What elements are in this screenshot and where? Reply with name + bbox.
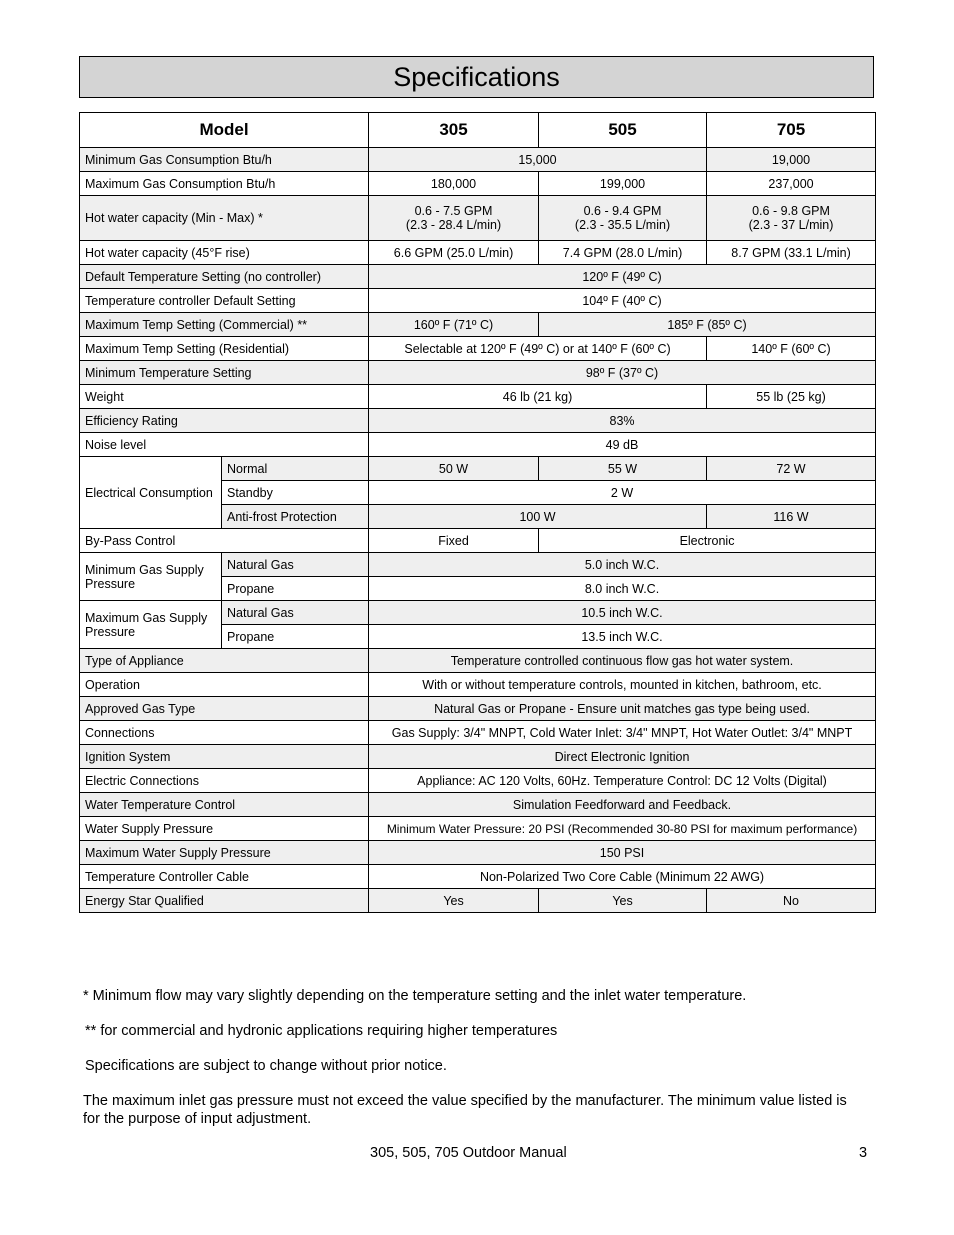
table-row bbox=[80, 865, 876, 889]
table-row bbox=[80, 601, 876, 625]
cell: 237,000 bbox=[707, 172, 876, 196]
row-label: Energy Star Qualified bbox=[80, 889, 369, 913]
cell: 7.4 GPM (28.0 L/min) bbox=[539, 241, 707, 265]
row-label: Noise level bbox=[80, 433, 369, 457]
table-row bbox=[80, 457, 876, 481]
row-label: Maximum Temp Setting (Commercial) ** bbox=[80, 313, 369, 337]
cell: 83% bbox=[369, 409, 876, 433]
table-row bbox=[80, 889, 876, 913]
table-row bbox=[80, 196, 876, 241]
model-305-header: 305 bbox=[369, 113, 539, 148]
table-row bbox=[80, 172, 876, 196]
cell: 46 lb (21 kg) bbox=[369, 385, 707, 409]
cell-line: 0.6 - 9.8 GPM bbox=[752, 204, 830, 218]
cell: No bbox=[707, 889, 876, 913]
table-row bbox=[80, 289, 876, 313]
row-label: Minimum Gas Consumption Btu/h bbox=[80, 148, 369, 172]
model-header: Model bbox=[80, 113, 369, 148]
cell: Non-Polarized Two Core Cable (Minimum 22 AWG) bbox=[369, 865, 876, 889]
row-label: Temperature controller Default Setting bbox=[80, 289, 369, 313]
footnote-commercial: ** for commercial and hydronic applications requiring higher temperatures bbox=[85, 1023, 558, 1039]
cell bbox=[707, 196, 876, 241]
note-specs-change: Specifications are subject to change without prior notice. bbox=[85, 1058, 447, 1074]
row-label: Maximum Gas Consumption Btu/h bbox=[80, 172, 369, 196]
cell: 13.5 inch W.C. bbox=[369, 625, 876, 649]
cell: 180,000 bbox=[369, 172, 539, 196]
row-label: Water Supply Pressure bbox=[80, 817, 369, 841]
cell: Yes bbox=[539, 889, 707, 913]
sub-label: Natural Gas bbox=[222, 553, 369, 577]
sub-label: Natural Gas bbox=[222, 601, 369, 625]
table-header-row bbox=[80, 113, 876, 148]
cell: 98º F (37º C) bbox=[369, 361, 876, 385]
model-505-header: 505 bbox=[539, 113, 707, 148]
cell: 140º F (60º C) bbox=[707, 337, 876, 361]
cell: 49 dB bbox=[369, 433, 876, 457]
cell: 10.5 inch W.C. bbox=[369, 601, 876, 625]
sub-label: Standby bbox=[222, 481, 369, 505]
table-row bbox=[80, 265, 876, 289]
sub-label: Anti-frost Protection bbox=[222, 505, 369, 529]
row-label: Weight bbox=[80, 385, 369, 409]
cell: 199,000 bbox=[539, 172, 707, 196]
table-row bbox=[80, 793, 876, 817]
cell: 50 W bbox=[369, 457, 539, 481]
specifications-table bbox=[79, 112, 876, 913]
table-row bbox=[80, 148, 876, 172]
sub-label: Propane bbox=[222, 577, 369, 601]
cell-line: (2.3 - 28.4 L/min) bbox=[405, 218, 502, 232]
cell: 8.0 inch W.C. bbox=[369, 577, 876, 601]
cell: 55 W bbox=[539, 457, 707, 481]
table-row bbox=[80, 721, 876, 745]
sub-label: Propane bbox=[222, 625, 369, 649]
cell: Fixed bbox=[369, 529, 539, 553]
row-label: Water Temperature Control bbox=[80, 793, 369, 817]
page-title: Specifications bbox=[79, 56, 874, 98]
table-row bbox=[80, 841, 876, 865]
row-label: Hot water capacity (Min - Max) * bbox=[80, 196, 369, 241]
table-row bbox=[80, 553, 876, 577]
cell: 104º F (40º C) bbox=[369, 289, 876, 313]
row-label: Approved Gas Type bbox=[80, 697, 369, 721]
table-row bbox=[80, 361, 876, 385]
cell: Temperature controlled continuous flow gas hot water system. bbox=[369, 649, 876, 673]
row-label: By-Pass Control bbox=[80, 529, 369, 553]
cell: Yes bbox=[369, 889, 539, 913]
footnote-min-flow: * Minimum flow may vary slightly depending on the temperature setting and the inlet water temperature. bbox=[83, 988, 747, 1004]
cell: Electronic bbox=[539, 529, 876, 553]
row-label: Temperature Controller Cable bbox=[80, 865, 369, 889]
cell-line: 0.6 - 7.5 GPM bbox=[414, 204, 493, 218]
row-label: Electric Connections bbox=[80, 769, 369, 793]
table-row bbox=[80, 769, 876, 793]
cell: Direct Electronic Ignition bbox=[369, 745, 876, 769]
cell: With or without temperature controls, mounted in kitchen, bathroom, etc. bbox=[369, 673, 876, 697]
note-gas-pressure: The maximum inlet gas pressure must not exceed the value specified by the manufacturer. The minimum value listed is for the purpose of input adjustment. bbox=[83, 1093, 847, 1127]
cell: 55 lb (25 kg) bbox=[707, 385, 876, 409]
cell bbox=[539, 196, 707, 241]
table-row bbox=[80, 649, 876, 673]
row-label: Electrical Consumption bbox=[80, 457, 222, 529]
table-row bbox=[80, 745, 876, 769]
cell: 6.6 GPM (25.0 L/min) bbox=[369, 241, 539, 265]
cell: 8.7 GPM (33.1 L/min) bbox=[707, 241, 876, 265]
cell-line: (2.3 - 35.5 L/min) bbox=[574, 218, 671, 232]
cell: 72 W bbox=[707, 457, 876, 481]
cell: 5.0 inch W.C. bbox=[369, 553, 876, 577]
table-row bbox=[80, 817, 876, 841]
row-label: Minimum Temperature Setting bbox=[80, 361, 369, 385]
cell: 116 W bbox=[707, 505, 876, 529]
table-row bbox=[80, 385, 876, 409]
cell: Appliance: AC 120 Volts, 60Hz. Temperature Control: DC 12 Volts (Digital) bbox=[369, 769, 876, 793]
row-label: Minimum Gas Supply Pressure bbox=[80, 553, 222, 601]
cell: 120º F (49º C) bbox=[369, 265, 876, 289]
table-row bbox=[80, 241, 876, 265]
row-label: Type of Appliance bbox=[80, 649, 369, 673]
row-label: Maximum Temp Setting (Residential) bbox=[80, 337, 369, 361]
row-label: Hot water capacity (45°F rise) bbox=[80, 241, 369, 265]
cell: 150 PSI bbox=[369, 841, 876, 865]
cell: 19,000 bbox=[707, 148, 876, 172]
table-row bbox=[80, 673, 876, 697]
cell-line: 0.6 - 9.4 GPM bbox=[583, 204, 662, 218]
row-label: Operation bbox=[80, 673, 369, 697]
row-label: Efficiency Rating bbox=[80, 409, 369, 433]
cell bbox=[369, 196, 539, 241]
table-row bbox=[80, 409, 876, 433]
table-row bbox=[80, 529, 876, 553]
page-number: 3 bbox=[859, 1145, 868, 1161]
cell: 100 W bbox=[369, 505, 707, 529]
row-label: Connections bbox=[80, 721, 369, 745]
cell: Simulation Feedforward and Feedback. bbox=[369, 793, 876, 817]
table-row bbox=[80, 697, 876, 721]
cell: 160º F (71º C) bbox=[369, 313, 539, 337]
cell: 15,000 bbox=[369, 148, 707, 172]
cell: Natural Gas or Propane - Ensure unit matches gas type being used. bbox=[369, 697, 876, 721]
model-705-header: 705 bbox=[707, 113, 876, 148]
cell: 2 W bbox=[369, 481, 876, 505]
row-label: Ignition System bbox=[80, 745, 369, 769]
row-label: Default Temperature Setting (no controller) bbox=[80, 265, 369, 289]
table-row bbox=[80, 337, 876, 361]
cell: Selectable at 120º F (49º C) or at 140º F (60º C) bbox=[369, 337, 707, 361]
row-label: Maximum Gas Supply Pressure bbox=[80, 601, 222, 649]
cell: 185º F (85º C) bbox=[539, 313, 876, 337]
table-row bbox=[80, 433, 876, 457]
cell: Minimum Water Pressure: 20 PSI (Recommended 30-80 PSI for maximum performance) bbox=[369, 817, 876, 841]
cell: Gas Supply: 3/4" MNPT, Cold Water Inlet: 3/4" MNPT, Hot Water Outlet: 3/4" MNPT bbox=[369, 721, 876, 745]
sub-label: Normal bbox=[222, 457, 369, 481]
cell-line: (2.3 - 37 L/min) bbox=[748, 218, 834, 232]
table-row bbox=[80, 313, 876, 337]
footer-manual-title: 305, 505, 705 Outdoor Manual bbox=[370, 1145, 567, 1161]
row-label: Maximum Water Supply Pressure bbox=[80, 841, 369, 865]
